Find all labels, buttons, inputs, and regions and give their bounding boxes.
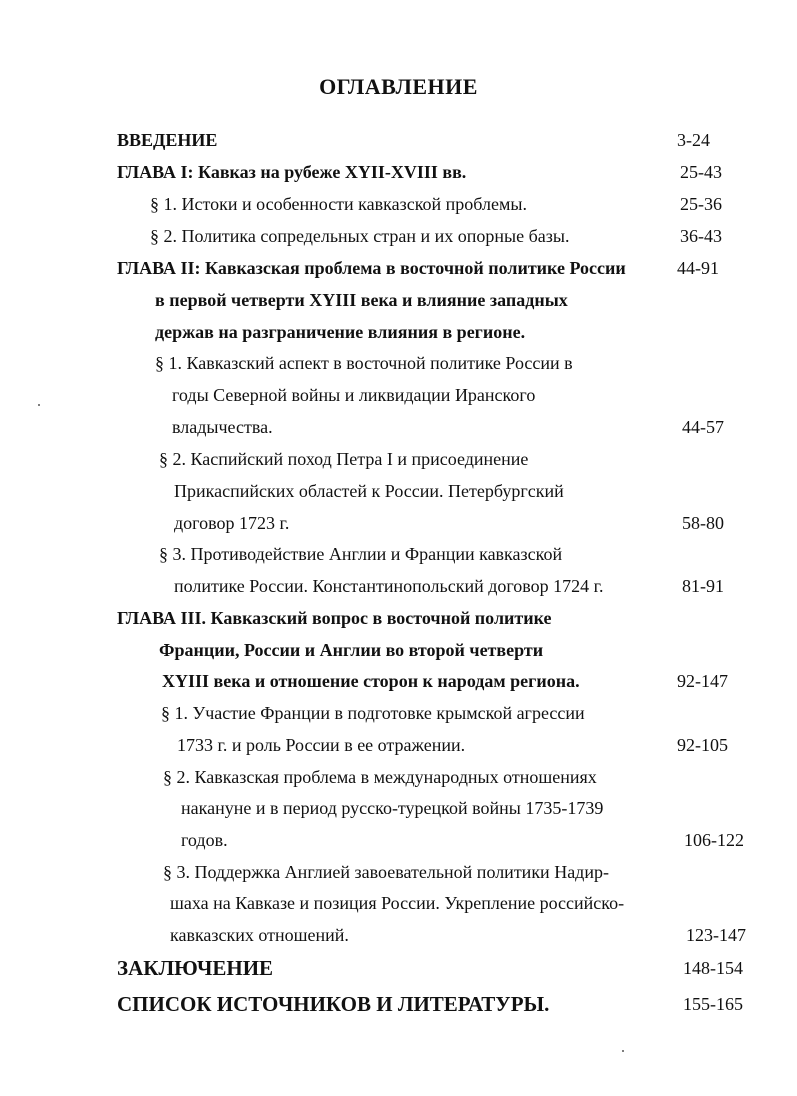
toc-section-line: 1733 г. и роль России в ее отражении.: [177, 735, 466, 755]
toc-chapter-3-line: Франции, России и Англии во второй четверти: [159, 640, 544, 660]
toc-section-line: политике России. Константинопольский договор 1724 г.: [174, 576, 604, 596]
toc-chapter-2-line: в первой четверти XYIII века и влияние западных: [155, 290, 568, 310]
toc-page-number: 44-91: [677, 258, 719, 278]
toc-chapter-3-line: XYIII века и отношение сторон к народам региона.: [162, 671, 580, 691]
toc-page-number: 81-91: [682, 576, 724, 596]
toc-chapter-1: ГЛАВА I: Кавказ на рубеже XYII-XVIII вв.: [117, 162, 467, 182]
toc-section-line: годы Северной войны и ликвидации Иранского: [172, 385, 536, 405]
toc-page-number: 44-57: [682, 417, 724, 437]
toc-page-number: 36-43: [680, 226, 722, 246]
toc-section: § 1. Участие Франции в подготовке крымской агрессии: [161, 703, 585, 723]
toc-conclusion: ЗАКЛЮЧЕНИЕ: [117, 956, 274, 980]
toc-section: § 3. Противодействие Англии и Франции кавказской: [159, 544, 563, 564]
toc-section: § 2. Кавказская проблема в международных отношениях: [163, 767, 597, 787]
scan-speck: [38, 404, 40, 406]
toc-page-number: 155-165: [683, 994, 743, 1014]
toc-page-number: 58-80: [682, 513, 724, 533]
toc-page-number: 106-122: [684, 830, 744, 850]
toc-chapter-3: ГЛАВА III. Кавказский вопрос в восточной политике: [117, 608, 552, 628]
toc-section-line: Прикаспийских областей к России. Петербургский: [174, 481, 564, 501]
toc-section-line: кавказских отношений.: [170, 925, 349, 945]
toc-section: § 3. Поддержка Англией завоевательной политики Надир-: [163, 862, 609, 882]
toc-page-number: 3-24: [677, 130, 710, 150]
toc-section: § 2. Каспийский поход Петра I и присоединение: [159, 449, 529, 469]
toc-bibliography: СПИСОК ИСТОЧНИКОВ И ЛИТЕРАТУРЫ.: [117, 992, 550, 1016]
toc-section-line: накануне и в период русско-турецкой войны 1735-1739: [181, 798, 604, 818]
toc-section: § 1. Истоки и особенности кавказской проблемы.: [150, 194, 527, 214]
toc-section-line: годов.: [181, 830, 228, 850]
toc-chapter-2: ГЛАВА II: Кавказская проблема в восточной политике России: [117, 258, 626, 278]
toc-page-number: 92-147: [677, 671, 728, 691]
toc-page-number: 25-43: [680, 162, 722, 182]
toc-section-line: договор 1723 г.: [174, 513, 290, 533]
toc-section: § 1. Кавказский аспект в восточной политике России в: [155, 353, 573, 373]
toc-page-number: 148-154: [683, 958, 743, 978]
toc-page-number: 123-147: [686, 925, 746, 945]
toc-introduction: ВВЕДЕНИЕ: [117, 130, 218, 150]
toc-section: § 2. Политика сопредельных стран и их опорные базы.: [150, 226, 570, 246]
toc-page-number: 92-105: [677, 735, 728, 755]
page-title: ОГЛАВЛЕНИЕ: [319, 74, 478, 99]
scan-speck: [622, 1050, 624, 1052]
toc-chapter-2-line: держав на разграничение влияния в регионе.: [155, 322, 526, 342]
toc-page-number: 25-36: [680, 194, 722, 214]
toc-section-line: шаха на Кавказе и позиция России. Укрепление российско-: [170, 893, 625, 913]
toc-section-line: владычества.: [172, 417, 273, 437]
